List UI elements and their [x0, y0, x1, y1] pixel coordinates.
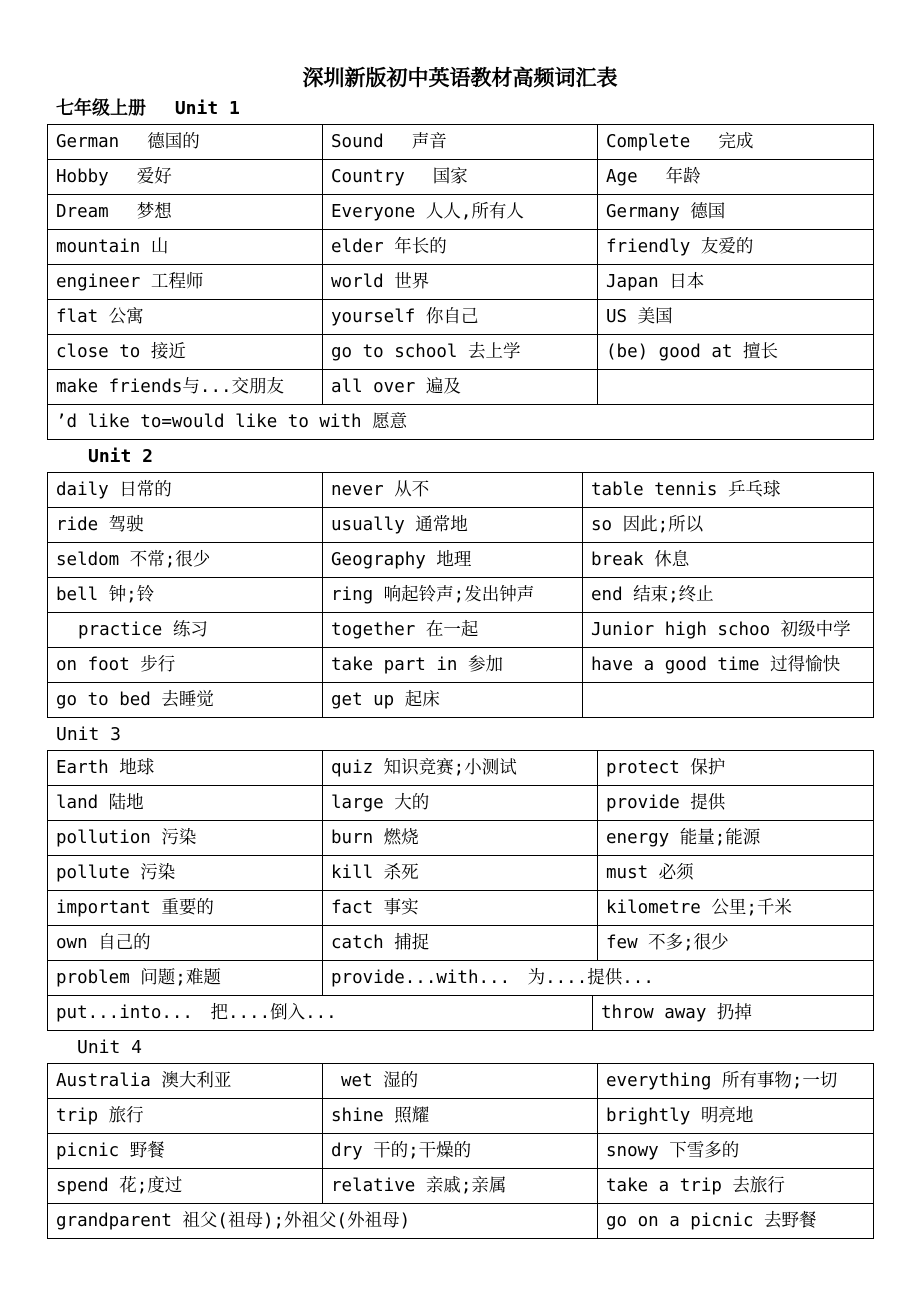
vocab-cell: few 不多;很少	[598, 926, 874, 961]
unit-1-heading: 七年级上册 Unit 1	[56, 98, 240, 119]
vocab-cell	[583, 683, 874, 718]
vocab-cell: brightly 明亮地	[598, 1099, 874, 1134]
vocab-cell: mountain 山	[48, 230, 323, 265]
vocab-cell: dry 干的;干燥的	[323, 1134, 598, 1169]
vocab-cell: quiz 知识竞赛;小测试	[323, 751, 598, 786]
vocab-cell: so 因此;所以	[583, 508, 874, 543]
vocab-cell: Junior high schoo 初级中学	[583, 613, 874, 648]
document-title: 深圳新版初中英语教材高频词汇表	[302, 66, 618, 90]
vocab-cell: land 陆地	[48, 786, 323, 821]
vocab-cell: Earth 地球	[48, 751, 323, 786]
vocab-cell: pollute 污染	[48, 856, 323, 891]
unit-1-table	[47, 124, 874, 440]
vocab-cell: get up 起床	[323, 683, 583, 718]
vocab-cell: go to school 去上学	[323, 335, 598, 370]
table-row	[48, 125, 874, 160]
table-row	[48, 1134, 874, 1169]
vocab-cell: Germany 德国	[598, 195, 874, 230]
vocab-cell: Hobby 爱好	[48, 160, 323, 195]
table-row	[48, 786, 874, 821]
vocab-cell: friendly 友爱的	[598, 230, 874, 265]
table-row	[48, 1099, 874, 1134]
vocab-cell: go to bed 去睡觉	[48, 683, 323, 718]
vocab-cell: flat 公寓	[48, 300, 323, 335]
vocab-cell: snowy 下雪多的	[598, 1134, 874, 1169]
vocab-cell: Country 国家	[323, 160, 598, 195]
vocab-cell: make friends与...交朋友	[48, 370, 323, 405]
vocab-cell: ring 响起铃声;发出钟声	[323, 578, 583, 613]
vocab-cell: everything 所有事物;一切	[598, 1064, 874, 1099]
vocab-cell: take part in 参加	[323, 648, 583, 683]
vocab-cell: provide...with... 为....提供...	[323, 961, 874, 996]
vocab-cell: on foot 步行	[48, 648, 323, 683]
table-row	[48, 961, 874, 996]
vocab-cell: ride 驾驶	[48, 508, 323, 543]
vocab-cell: put...into... 把....倒入...	[48, 996, 593, 1031]
unit-4-heading: Unit 4	[77, 1037, 143, 1058]
vocab-cell: (be) good at 擅长	[598, 335, 874, 370]
vocab-cell: Everyone 人人,所有人	[323, 195, 598, 230]
table-row	[48, 508, 874, 543]
vocab-cell: trip 旅行	[48, 1099, 323, 1134]
table-row	[48, 473, 874, 508]
table-row	[48, 230, 874, 265]
vocab-cell: spend 花;度过	[48, 1169, 323, 1204]
vocab-cell: usually 通常地	[323, 508, 583, 543]
vocab-cell: daily 日常的	[48, 473, 323, 508]
vocab-cell: catch 捕捉	[323, 926, 598, 961]
vocab-cell: break 休息	[583, 543, 874, 578]
vocab-cell: ’d like to=would like to with 愿意	[48, 405, 874, 440]
table-row	[48, 405, 874, 440]
table-row	[48, 543, 874, 578]
vocab-cell: seldom 不常;很少	[48, 543, 323, 578]
vocab-cell: together 在一起	[323, 613, 583, 648]
vocab-cell: kill 杀死	[323, 856, 598, 891]
vocab-cell: Complete 完成	[598, 125, 874, 160]
table-row	[48, 613, 874, 648]
table-row	[48, 195, 874, 230]
vocab-cell: shine 照耀	[323, 1099, 598, 1134]
vocab-cell: Geography 地理	[323, 543, 583, 578]
vocab-cell: engineer 工程师	[48, 265, 323, 300]
table-row	[48, 891, 874, 926]
table-row	[48, 1064, 874, 1099]
vocab-cell: practice 练习	[48, 613, 323, 648]
vocab-cell: US 美国	[598, 300, 874, 335]
vocab-cell: Dream 梦想	[48, 195, 323, 230]
vocab-cell: elder 年长的	[323, 230, 598, 265]
vocab-cell: have a good time 过得愉快	[583, 648, 874, 683]
vocab-cell: large 大的	[323, 786, 598, 821]
vocab-cell: go on a picnic 去野餐	[598, 1204, 874, 1239]
vocab-cell: end 结束;终止	[583, 578, 874, 613]
vocab-cell: kilometre 公里;千米	[598, 891, 874, 926]
table-row	[48, 821, 874, 856]
table-row	[48, 335, 874, 370]
table-row	[48, 683, 874, 718]
table-row	[48, 578, 874, 613]
vocab-cell: all over 遍及	[323, 370, 598, 405]
vocab-cell: Sound 声音	[323, 125, 598, 160]
table-row	[48, 1204, 874, 1239]
unit-2-table	[47, 472, 874, 718]
vocab-cell: protect 保护	[598, 751, 874, 786]
vocab-cell: problem 问题;难题	[48, 961, 323, 996]
table-row	[48, 1169, 874, 1204]
vocab-cell: Japan 日本	[598, 265, 874, 300]
unit-3-table	[47, 750, 874, 996]
unit-2-heading: Unit 2	[88, 446, 154, 467]
unit-3-heading: Unit 3	[56, 724, 122, 745]
table-row	[48, 996, 874, 1031]
table-row	[48, 926, 874, 961]
vocab-cell: yourself 你自己	[323, 300, 598, 335]
table-row	[48, 751, 874, 786]
vocab-cell: Age 年龄	[598, 160, 874, 195]
vocab-cell: take a trip 去旅行	[598, 1169, 874, 1204]
vocab-cell	[598, 370, 874, 405]
vocab-cell: provide 提供	[598, 786, 874, 821]
table-row	[48, 300, 874, 335]
vocab-cell: table tennis 乒乓球	[583, 473, 874, 508]
vocab-cell: close to 接近	[48, 335, 323, 370]
vocab-cell: German 德国的	[48, 125, 323, 160]
vocab-cell: relative 亲戚;亲属	[323, 1169, 598, 1204]
vocab-cell: energy 能量;能源	[598, 821, 874, 856]
vocab-cell: Australia 澳大利亚	[48, 1064, 323, 1099]
table-row	[48, 370, 874, 405]
vocab-cell: pollution 污染	[48, 821, 323, 856]
vocab-cell: fact 事实	[323, 891, 598, 926]
vocab-cell: never 从不	[323, 473, 583, 508]
vocab-cell: world 世界	[323, 265, 598, 300]
vocab-cell: important 重要的	[48, 891, 323, 926]
vocab-cell: bell 钟;铃	[48, 578, 323, 613]
vocab-cell: grandparent 祖父(祖母);外祖父(外祖母)	[48, 1204, 598, 1239]
table-row	[48, 648, 874, 683]
unit-4-table	[47, 1063, 874, 1239]
vocab-cell: throw away 扔掉	[593, 996, 874, 1031]
vocab-cell: burn 燃烧	[323, 821, 598, 856]
unit-3-table-last-row	[47, 995, 874, 1031]
vocab-cell: must 必须	[598, 856, 874, 891]
vocab-cell: wet 湿的	[323, 1064, 598, 1099]
vocab-cell: own 自己的	[48, 926, 323, 961]
table-row	[48, 856, 874, 891]
table-row	[48, 160, 874, 195]
vocab-cell: picnic 野餐	[48, 1134, 323, 1169]
table-row	[48, 265, 874, 300]
